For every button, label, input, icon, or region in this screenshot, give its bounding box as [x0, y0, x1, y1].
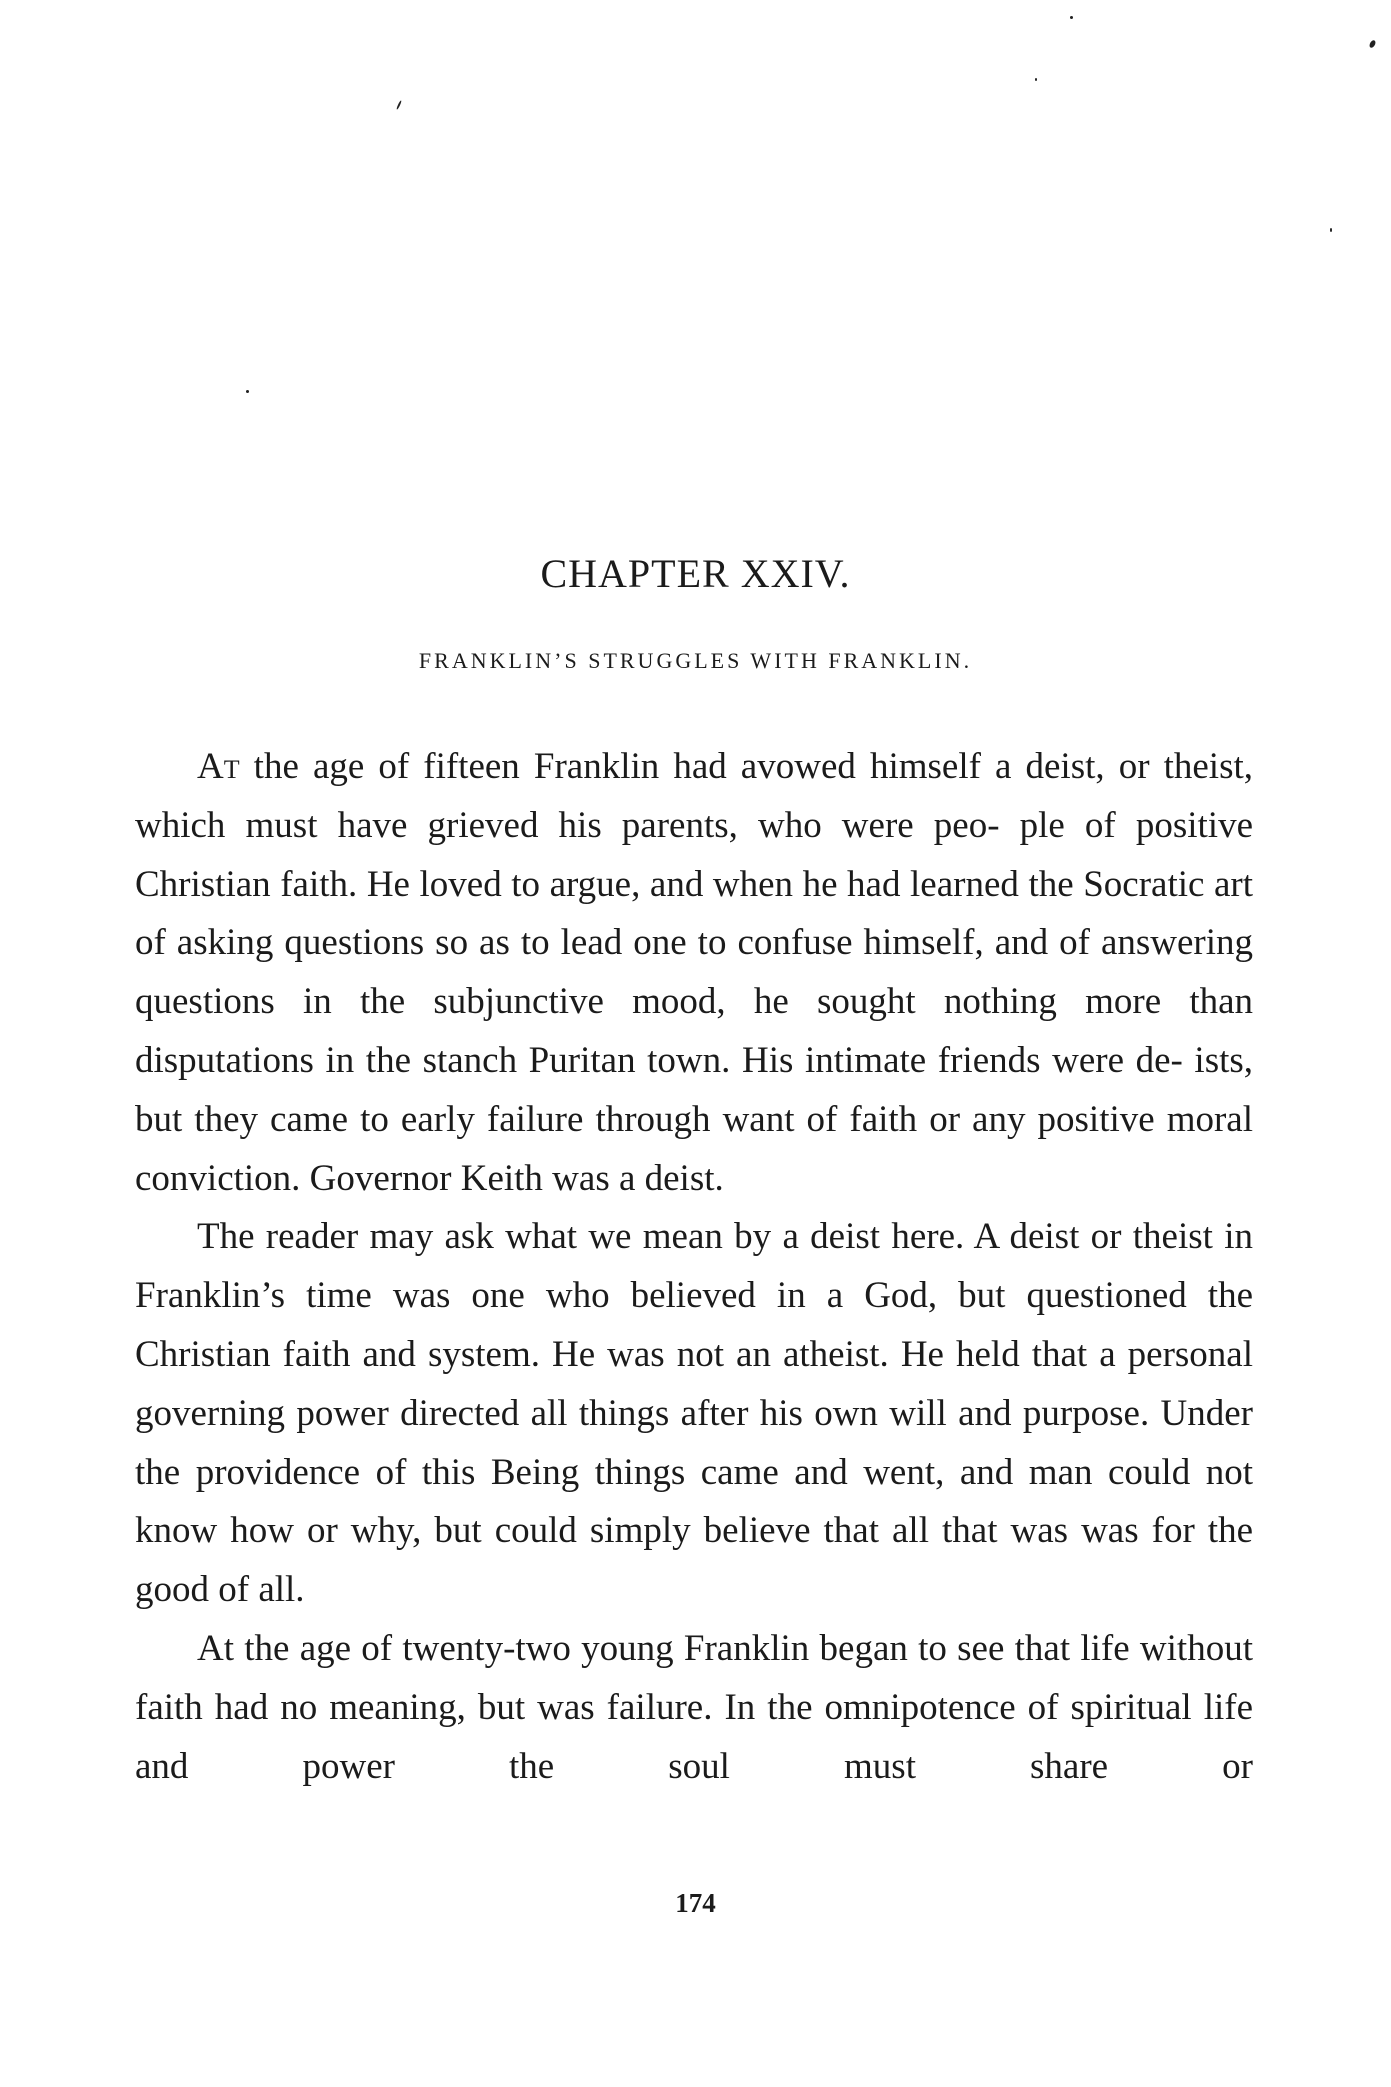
chapter-subtitle: FRANKLIN’S STRUGGLES WITH FRANKLIN.	[418, 648, 973, 673]
text-line: he had learned the Socratic art of asking questions so as to	[135, 863, 1254, 964]
scan-speck	[1330, 228, 1332, 232]
scan-speck	[396, 100, 402, 110]
text-line: The reader may ask what we mean by a deist here. A	[197, 1216, 999, 1258]
text-line: God, but questioned the Christian faith and system. He was	[135, 1275, 1253, 1375]
text-line: At the age of twenty-two young Franklin began to see that	[197, 1627, 1071, 1669]
text-line: deist or theist in Franklin’s time was one who believed in a	[135, 1216, 1253, 1317]
text-line: positive moral conviction. Governor Keith was a deist.	[135, 1098, 1254, 1199]
text-line: lead one to confuse himself, and of answering questions in the	[135, 922, 1254, 1023]
paragraph-3	[135, 1620, 1253, 1796]
body-text	[135, 738, 1253, 1796]
scan-speck	[246, 390, 249, 393]
paragraph-1	[135, 738, 1253, 1208]
text-line: directed all things after his own will and purpose. Under the	[135, 1392, 1254, 1493]
text-line: or theist, which must have grieved his parents, who were peo-	[135, 746, 1254, 846]
text-line: life without faith had no meaning, but was failure. In the	[135, 1627, 1253, 1728]
text-line: ists, but they came to early failure through want of faith or any	[135, 1039, 1254, 1140]
text-line: providence of this Being things came and went, and man could	[195, 1451, 1191, 1493]
text-line: subjunctive mood, he sought nothing more than disputations	[135, 981, 1254, 1081]
paragraph-2	[135, 1208, 1253, 1620]
scan-speck	[1035, 78, 1037, 81]
scan-speck	[1368, 39, 1376, 48]
text-line: in the stanch Puritan town. His intimate friends were de-	[325, 1039, 1183, 1081]
drop-lead-word: At	[197, 746, 240, 787]
text-line: the age of fifteen Franklin had avowed himself a deist,	[239, 746, 1105, 787]
text-line: not an atheist. He held that a personal governing power	[135, 1333, 1253, 1434]
text-line: was was for the good of all.	[135, 1510, 1254, 1611]
text-line: ple of positive Christian faith. He loved to argue, and when	[135, 804, 1254, 905]
chapter-title: CHAPTER XXIV.	[540, 551, 851, 596]
page-number: 174	[675, 1888, 716, 1918]
scan-speck	[1070, 16, 1073, 19]
text-line: omnipotence of spiritual life and power the soul must share or	[135, 1686, 1254, 1787]
text-line: not know how or why, but could simply believe that all that	[135, 1451, 1254, 1552]
